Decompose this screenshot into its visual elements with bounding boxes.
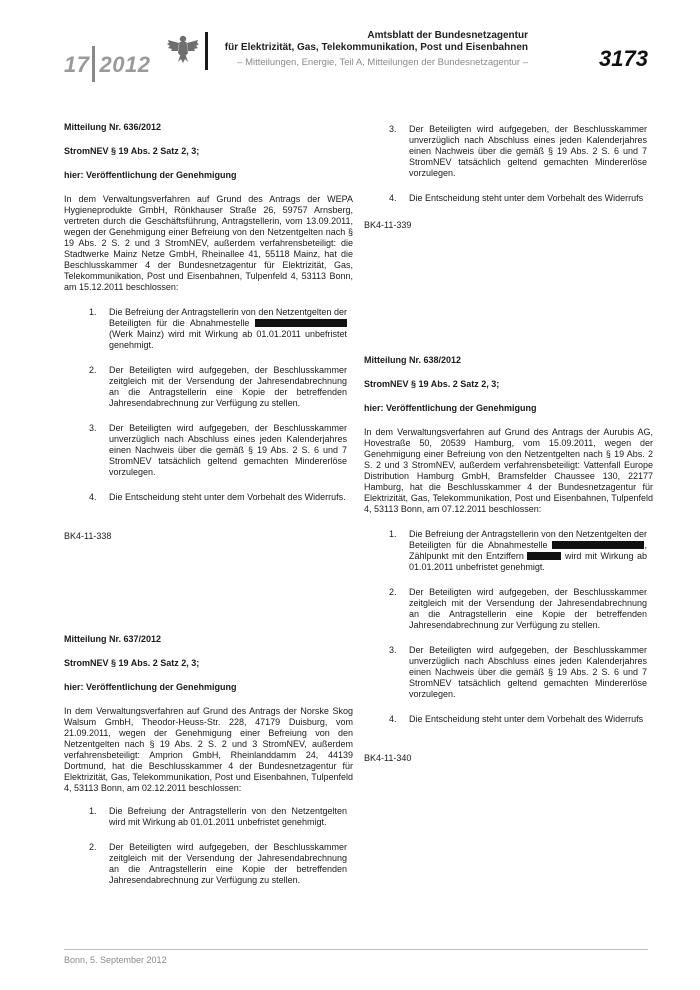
item-text: Die Entscheidung steht unter dem Vorbehalt des Widerrufs. (109, 492, 346, 502)
federal-eagle-icon (166, 34, 200, 64)
notice-637-list (64, 806, 353, 886)
notice-638-body: In dem Verwaltungsverfahren auf Grund des Antrags der Aurubis AG, Hovestraße 50, 20539 Hamburg, vom 15.09.2011, wegen der Genehmigung einer Befreiung von den Netzentgelten nach § 19 Abs. 2 S. 2 und 3 StromNEV, außerdem verfahrensbeteiligt: Vattenfall Europe Distribution Hamburg GmbH, Bramsfelder Chaussee 130, 22177 Hamburg, hat die Beschlusskammer 4 der Bundesnetzagentur für Elektrizität, Gas, Telekommunikation, Post und Eisenbahnen, Tulpenfeld 4, 53113 Bonn, am 07.12.2011 beschlossen: (364, 427, 653, 514)
notice-637-list-continued (364, 124, 653, 204)
notice-638-title: Mitteilung Nr. 638/2012 (364, 355, 462, 365)
notice-638-heading: hier: Veröffentlichung der Genehmigung (364, 403, 537, 413)
header-rule (205, 32, 208, 70)
list-item (64, 365, 353, 409)
redaction-bar (552, 541, 644, 549)
footer-rule (64, 949, 648, 950)
item-text: Die Befreiung der Antragstellerin von den Netzentgelten wird mit Wirkung ab 01.01.2011 unbefristet genehmigt. (109, 806, 347, 827)
right-column (364, 124, 653, 764)
notice-637-body: In dem Verwaltungsverfahren auf Grund des Antrags der Norske Skog Walsum GmbH, Theodor-Heuss-Str. 228, 47179 Duisburg, vom 21.09.2011, wegen der Genehmigung einer Befreiung von den Netzentgelten nach § 19 Abs. 2 S. 2 und 3 StromNEV, außerdem verfahrensbeteiligt: Amprion GmbH, Rheinlanddamm 24, 44139 Dortmund, hat die Beschlusskammer 4 der Bundesnetzagentur für Elektrizität, Gas, Telekommunikation, Post und Eisenbahnen, Tulpenfeld 4, 53113 Bonn, am 02.12.2011 beschlossen: (64, 706, 353, 793)
item-number: 1. (89, 806, 97, 816)
redaction-bar (527, 552, 561, 560)
item-number: 4. (389, 714, 397, 724)
item-text: Die Entscheidung steht unter dem Vorbehalt des Widerrufs (409, 714, 644, 724)
item-number: 3. (389, 645, 397, 655)
list-item (364, 529, 653, 573)
notice-636-law: StromNEV § 19 Abs. 2 Satz 2, 3; (64, 146, 200, 156)
notice-638 (364, 355, 653, 764)
item-text: Der Beteiligten wird aufgegeben, der Beschlusskammer zeitgleich mit der Versendung der Jahresendabrechnung an die Antragstellerin eine Kopie der betreffenden Jahresendabrechnung zur Verfügung zu stellen. (409, 587, 647, 630)
list-item (64, 842, 353, 886)
list-item (364, 714, 653, 725)
journal-title-line2: für Elektrizität, Gas, Telekommunikation, Post und Eisenbahnen (224, 42, 528, 53)
item-text: , Zählpunkt mit den Entziffern (409, 540, 647, 561)
issue-divider (92, 46, 95, 82)
page-number: 3173 (599, 46, 648, 71)
item-text: Die Befreiung der Antragstellerin von den Netzentgelten der Beteiligten für die Abnahmestelle (409, 529, 647, 550)
list-item (64, 307, 353, 351)
issue-year: 2012 (99, 52, 151, 77)
item-text: Der Beteiligten wird aufgegeben, der Beschlusskammer unverzüglich nach Abschluss eines jeden Kalenderjahres einen Nachweis über die gemäß § 19 Abs. 2 S. 6 und 7 StromNEV tatsächlich geltend gemachten Mindererlöse vorzulegen. (409, 645, 647, 699)
left-column (64, 122, 353, 900)
notice-636-reference: BK4-11-338 (64, 531, 112, 541)
item-text: (Werk Mainz) wird mit Wirkung ab 01.01.2011 unbefristet genehmigt. (109, 329, 347, 350)
notice-638-reference: BK4-11-340 (364, 753, 412, 763)
notice-636 (64, 122, 353, 542)
item-text: Die Befreiung der Antragstellerin von den Netzentgelten der Beteiligten für die Abnahmestelle (109, 307, 347, 328)
list-item (364, 645, 653, 700)
item-text: Der Beteiligten wird aufgegeben, der Beschlusskammer unverzüglich nach Abschluss eines jeden Kalenderjahres einen Nachweis über die gemäß § 19 Abs. 2 S. 6 und 7 StromNEV tatsächlich geltend gemachten Mindererlöse vorzulegen. (109, 423, 347, 477)
item-number: 3. (389, 124, 397, 134)
item-text: Der Beteiligten wird aufgegeben, der Beschlusskammer zeitgleich mit der Versendung der Jahresendabrechnung an die Antragstellerin eine Kopie der betreffenden Jahresendabrechnung zur Verfügung zu stellen. (109, 365, 347, 408)
list-item (64, 423, 353, 478)
redaction-bar (255, 319, 347, 327)
item-text: Der Beteiligten wird aufgegeben, der Beschlusskammer unverzüglich nach Abschluss eines jeden Kalenderjahres einen Nachweis über die gemäß § 19 Abs. 2 S. 6 und 7 StromNEV tatsächlich geltend gemachten Mindererlöse vorzulegen. (409, 124, 647, 178)
notice-636-body: In dem Verwaltungsverfahren auf Grund des Antrags der WEPA Hygieneprodukte GmbH, Rönkhauser Straße 26, 59757 Arnsberg, vertreten durch die Geschäftsführung, Antragstellerin, vom 13.09.2011, wegen der Genehmigung einer Befreiung von den Netzentgelten nach § 19 Abs. 2 S. 2 und 3 StromNEV, außerdem verfahrensbeteiligt: die Stadtwerke Mainz Netze GmbH, Rheinallee 41, 55118 Mainz, hat die Beschlusskammer 4 der Bundesnetzagentur für Elektrizität, Gas, Telekommunikation, Post und Eisenbahnen, Tulpenfeld 4, 53113 Bonn, am 15.12.2011 beschlossen: (64, 194, 353, 292)
item-text: wird mit Wirkung ab 01.01.2011 unbefristet genehmigt. (409, 551, 647, 572)
notice-638-law: StromNEV § 19 Abs. 2 Satz 2, 3; (364, 379, 500, 389)
issue-number: 17 (64, 52, 90, 77)
issue-label (64, 46, 150, 82)
item-number: 4. (89, 492, 97, 502)
item-number: 1. (89, 307, 97, 317)
notice-636-heading: hier: Veröffentlichung der Genehmigung (64, 170, 237, 180)
list-item (364, 124, 653, 179)
item-text: Der Beteiligten wird aufgegeben, der Beschlusskammer zeitgleich mit der Versendung der Jahresendabrechnung an die Antragstellerin eine Kopie der betreffenden Jahresendabrechnung zur Verfügung zu stellen. (109, 842, 347, 885)
item-number: 2. (389, 587, 397, 597)
journal-title (214, 30, 528, 54)
notice-637-reference: BK4-11-339 (364, 220, 412, 230)
journal-subtitle: – Mitteilungen, Energie, Teil A, Mitteilungen der Bundesnetzagentur – (237, 57, 528, 68)
list-item (364, 587, 653, 631)
notice-637-continued (364, 124, 653, 231)
notice-638-list (364, 529, 653, 725)
item-text: Die Entscheidung steht unter dem Vorbehalt des Widerrufs (409, 193, 644, 203)
notice-637-law: StromNEV § 19 Abs. 2 Satz 2, 3; (64, 658, 200, 668)
notice-636-title: Mitteilung Nr. 636/2012 (64, 122, 162, 132)
item-number: 3. (89, 423, 97, 433)
list-item (64, 806, 353, 828)
notice-636-list (64, 307, 353, 503)
item-number: 2. (89, 842, 97, 852)
list-item (64, 492, 353, 503)
item-number: 1. (389, 529, 397, 539)
item-number: 4. (389, 193, 397, 203)
notice-637 (64, 634, 353, 886)
footer-date: Bonn, 5. September 2012 (64, 955, 167, 965)
journal-title-line1: Amtsblatt der Bundesnetzagentur (367, 30, 528, 41)
item-number: 2. (89, 365, 97, 375)
notice-637-title: Mitteilung Nr. 637/2012 (64, 634, 162, 644)
list-item (364, 193, 653, 204)
notice-637-heading: hier: Veröffentlichung der Genehmigung (64, 682, 237, 692)
